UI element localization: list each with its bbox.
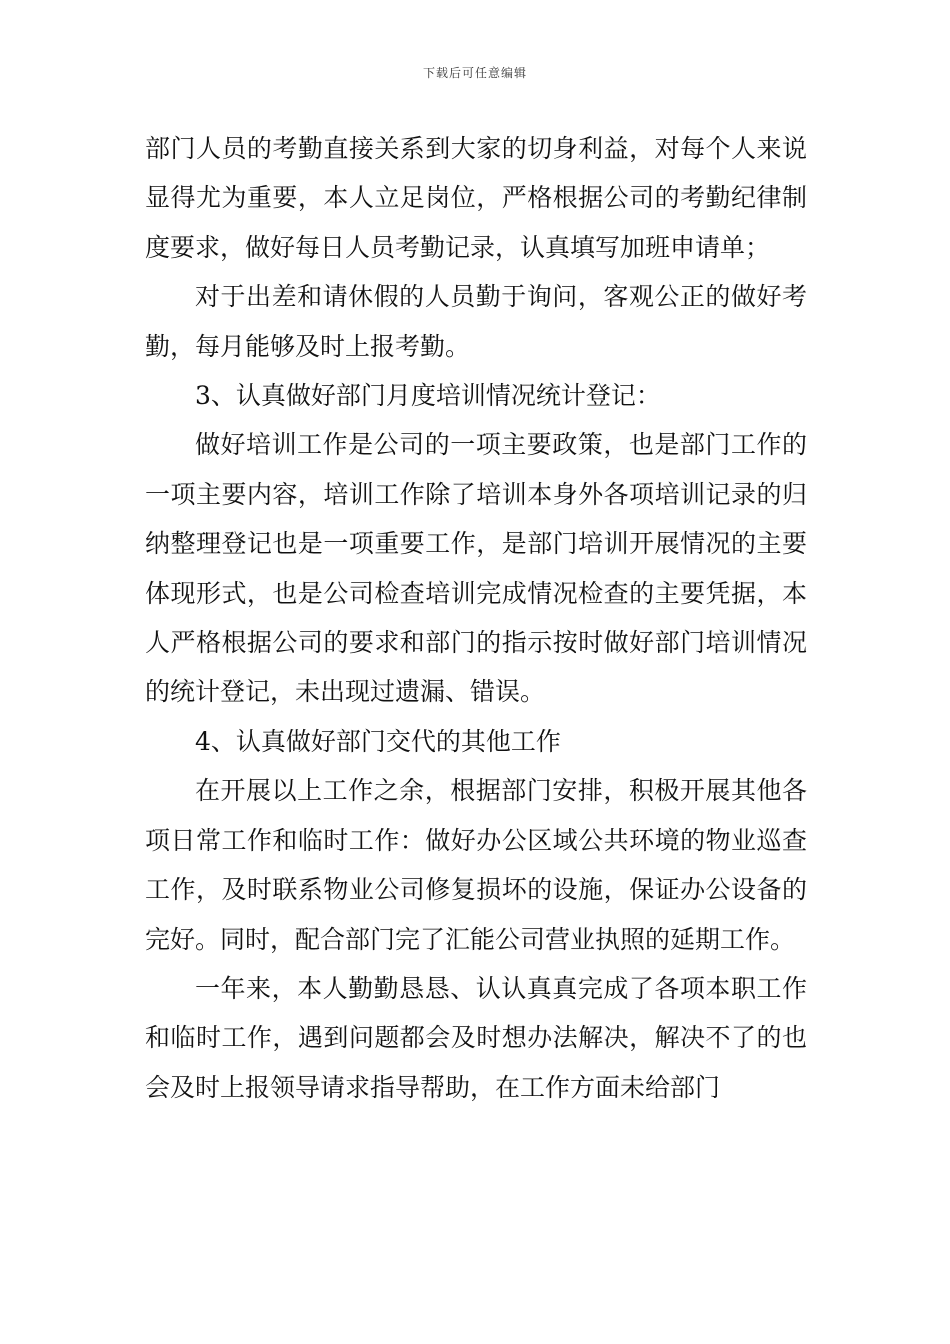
section-heading-training: 3、认真做好部门月度培训情况统计登记：: [195, 381, 661, 411]
header-note: 下载后可任意编辑: [422, 66, 527, 80]
section-heading-other-work: 4、认真做好部门交代的其他工作: [195, 726, 561, 756]
paragraph-other-work: 在开展以上工作之余，根据部门安排，积极开展其他各项日常工作和临时工作：做好办公区域公共环境的物业巡查工作，及时联系物业公司修复损坏的设施，保证办公设备的完好。同时，配合部门完了汇能公司营业执照的延期工作。: [145, 776, 807, 954]
paragraph-leave: 对于出差和请休假的人员勤于询问，客观公正的做好考勤，每月能够及时上报考勤。: [145, 282, 807, 361]
paragraph-summary: 一年来，本人勤勤恳恳、认认真真完成了各项本职工作和临时工作，遇到问题都会及时想办法解决，解决不了的也会及时上报领导请求指导帮助，在工作方面未给部门: [145, 973, 807, 1102]
paragraph-attendance: 部门人员的考勤直接关系到大家的切身利益，对每个人来说显得尤为重要，本人立足岗位，严格根据公司的考勤纪律制度要求，做好每日人员考勤记录，认真填写加班申请单；: [145, 134, 807, 262]
body-text: [145, 124, 807, 1112]
paragraph-training: 做好培训工作是公司的一项主要政策，也是部门工作的一项主要内容，培训工作除了培训本身外各项培训记录的归纳整理登记也是一项重要工作，是部门培训开展情况的主要体现形式，也是公司检查培训完成情况检查的主要凭据，本人严格根据公司的要求和部门的指示按时做好部门培训情况的统计登记，未出现过遗漏、错误。: [145, 430, 807, 707]
